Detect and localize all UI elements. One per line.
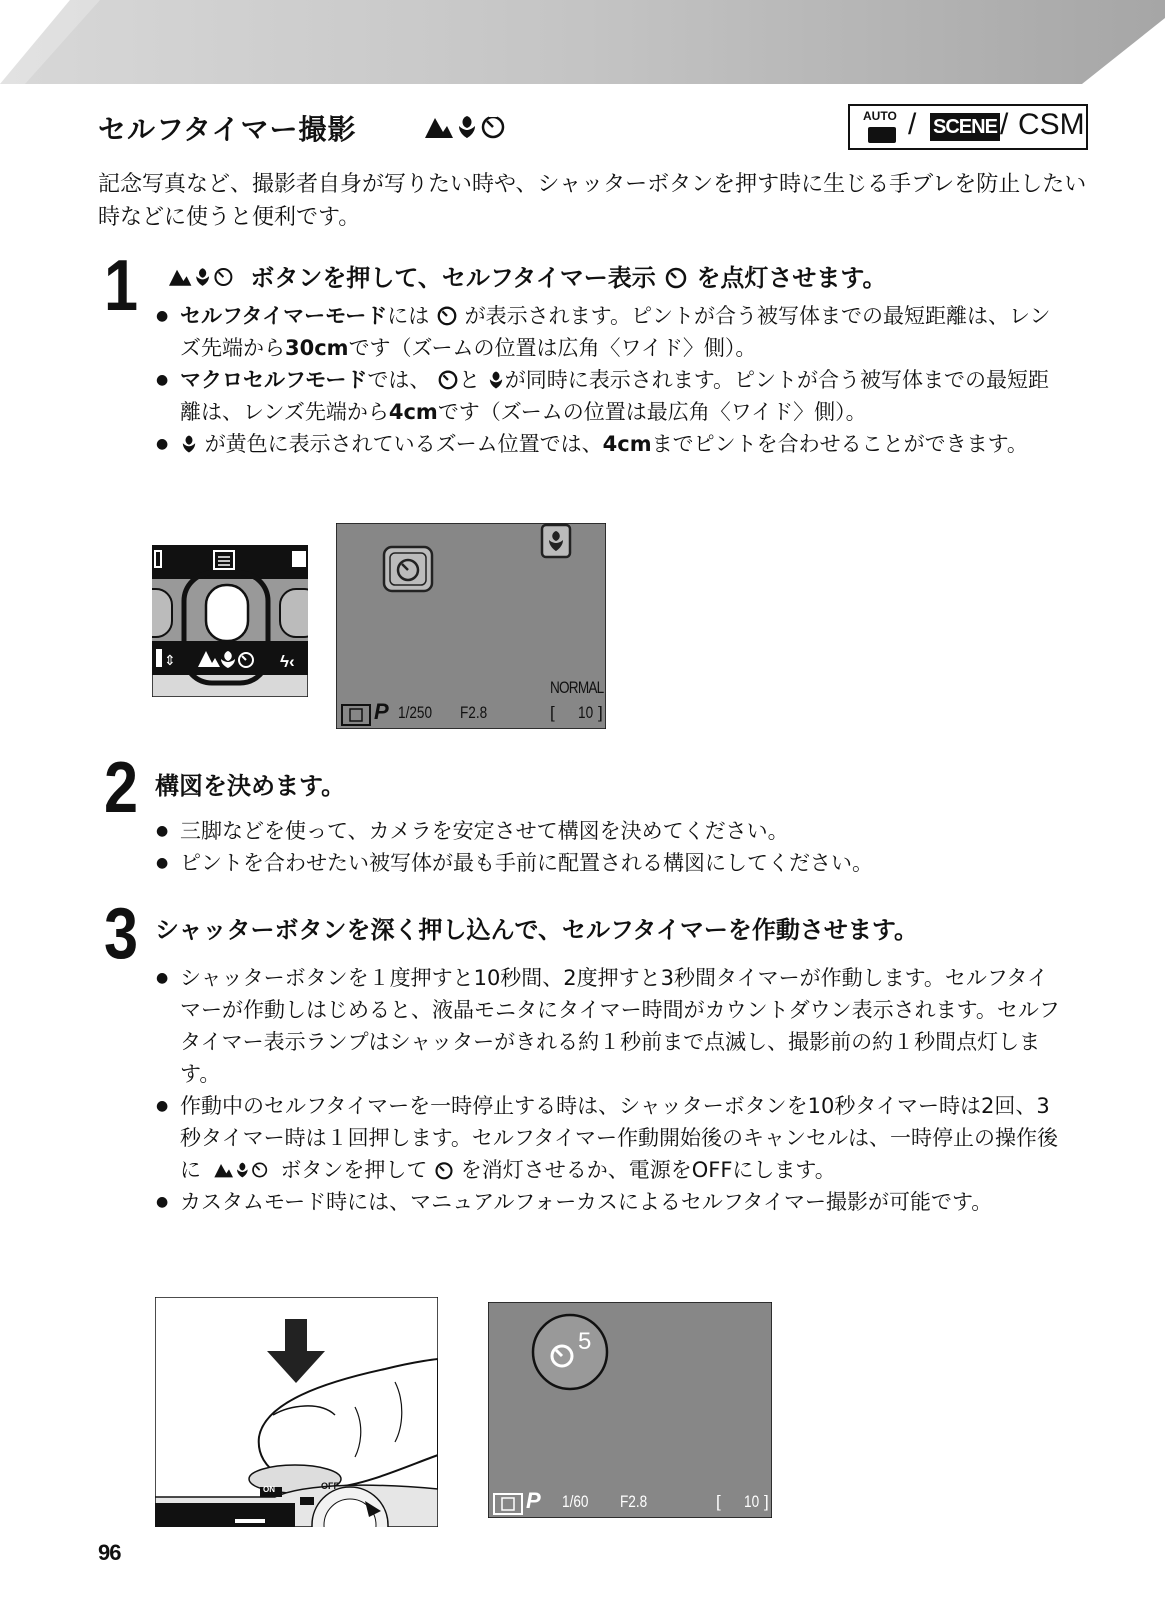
countdown-seconds: 5: [578, 1328, 592, 1355]
step-1-bullets: [156, 300, 1066, 460]
self-timer-icon: [664, 265, 688, 289]
frames-remaining: 10: [578, 703, 594, 722]
frames-bracket-open: [: [550, 703, 555, 722]
macro-flower-icon: [459, 116, 475, 138]
step-2-title: 構図を決めます。: [155, 772, 346, 800]
image-quality-label: NORMAL: [550, 678, 604, 697]
camera-icon: [868, 127, 896, 143]
mode-button-icons: [208, 1160, 274, 1180]
scene-mode-label: SCENE: [930, 113, 1000, 141]
shutter-press-illustration: [155, 1297, 438, 1527]
power-on-label: ON: [263, 1485, 275, 1494]
finger-on-camera-drawing: [155, 1297, 438, 1527]
frames-bracket-close: ]: [764, 1492, 769, 1511]
step-3-bullets: [156, 962, 1066, 1218]
list-item: ● 三脚などを使って、カメラを安定させて構図を決めてください。: [156, 815, 1066, 847]
text: では、: [367, 368, 431, 392]
list-item: ● カスタムモード時には、マニュアルフォーカスによるセルフタイマー撮影が可能です。: [156, 1186, 1066, 1218]
text: です（ズームの位置は最広角〈ワイド〉側）。: [437, 400, 867, 424]
aperture: F2.8: [620, 1492, 648, 1511]
list-item: [156, 428, 1066, 460]
frames-bracket-close: ]: [598, 703, 603, 722]
step-2-number: 2: [104, 748, 139, 828]
text: ボタンを押して: [280, 1158, 428, 1182]
header-banner: [0, 0, 1165, 84]
page-number: 96: [98, 1540, 121, 1565]
text: です（ズームの位置は広角〈ワイド〉側）。: [348, 336, 757, 360]
macro-flower-icon: [542, 525, 570, 557]
list-item: [156, 1090, 1066, 1186]
text: が同時に表示されます。ピントが合う被写体までの最短距離は、レンズ先端から: [180, 368, 1050, 424]
mode-button-icons: [423, 112, 507, 142]
text: が黄色に表示されているズーム位置では、: [204, 432, 603, 456]
list-item: [156, 300, 1066, 364]
mode-separator: /: [1000, 108, 1009, 141]
step-1-title-text: ボタンを押して、セルフタイマー表示: [250, 264, 656, 292]
power-off-label: OFF: [321, 1481, 339, 1491]
camera-button-panel-illustration: [152, 545, 308, 697]
distance-value: 30cm: [285, 336, 349, 360]
svg-text:ϟ‹: ϟ‹: [280, 652, 295, 671]
mode-indicator: [848, 104, 1088, 150]
text: と: [459, 368, 481, 392]
list-item: ● ピントを合わせたい被写体が最も手前に配置される構図にしてください。: [156, 847, 1066, 879]
auto-label: AUTO: [863, 109, 897, 123]
frames-bracket-open: [: [716, 1492, 721, 1511]
self-timer-icon: [384, 547, 432, 591]
auto-mode-icon: [860, 110, 908, 144]
text: 作動中のセルフタイマーを一時停止する時は、シャッターボタンを10秒タイマー時は2回、3秒タイマー時は１回押します。セルフタイマー作動開始後のキャンセルは、一時停止の操作後に: [180, 1094, 1059, 1182]
aperture: F2.8: [460, 703, 488, 722]
step-1-title-tail: を点灯させます。: [696, 264, 887, 292]
mode-separator: /: [908, 108, 917, 141]
intro-text: 記念写真など、撮影者自身が写りたい時や、シャッターボタンを押す時に生じる手ブレを防止したい時などに使うと便利です。: [98, 172, 1087, 230]
lcd-screen: [488, 1302, 772, 1518]
term-self-timer-mode: セルフタイマーモード: [180, 304, 388, 328]
self-timer-icon: [483, 114, 503, 137]
text: までピントを合わせることができます。: [651, 432, 1028, 456]
title-row: [98, 104, 1088, 150]
step-2-bullets: [156, 815, 1066, 879]
list-item: ● シャッターボタンを１度押すと10秒間、2度押すと3秒間タイマーが作動します。セルフタイマーが作動しはじめると、液晶モニタにタイマー時間がカウントダウン表示されます。セルフタイマー表示ランプはシャッターがきれる約１秒前まで点滅し、撮影前の約１秒間点灯します。: [156, 962, 1066, 1090]
exposure-mode-label: P: [526, 1488, 541, 1513]
list-item: [156, 364, 1066, 428]
exposure-mode-label: P: [374, 699, 389, 724]
step-1-title: [160, 258, 887, 293]
self-timer-icon: [434, 1160, 454, 1180]
csm-mode-label: CSM: [1018, 108, 1085, 141]
step-3-title: シャッターボタンを深く押し込んで、セルフタイマーを作動させます。: [155, 916, 918, 944]
page-title: セルフタイマー撮影: [98, 113, 357, 146]
distance-value: 4cm: [602, 432, 652, 456]
mode-button-icons: [160, 265, 242, 289]
svg-text:⇕: ⇕: [164, 652, 176, 668]
self-timer-icon: [436, 304, 458, 326]
step-1-number: 1: [104, 246, 139, 326]
text: には: [387, 304, 430, 328]
lcd-monitor-countdown: [488, 1302, 772, 1518]
text: が表示されます。ピントが合う被写体までの最短距離は、レンズ先端から: [180, 304, 1051, 360]
term-macro-self-mode: マクロセルフモード: [180, 368, 368, 392]
macro-flower-icon: [487, 370, 505, 390]
shutter-speed: 1/250: [398, 703, 433, 722]
mountain-icon: [425, 118, 453, 138]
distance-value: 4cm: [388, 400, 438, 424]
macro-flower-icon: [180, 434, 198, 454]
step-3-number: 3: [104, 894, 139, 974]
shutter-speed: 1/60: [562, 1492, 589, 1511]
self-timer-icon: [437, 368, 459, 390]
lcd-monitor-self-timer: [336, 523, 606, 729]
text: を消灯させるか、電源をOFFにします。: [460, 1158, 836, 1182]
frames-remaining: 10: [744, 1492, 760, 1511]
